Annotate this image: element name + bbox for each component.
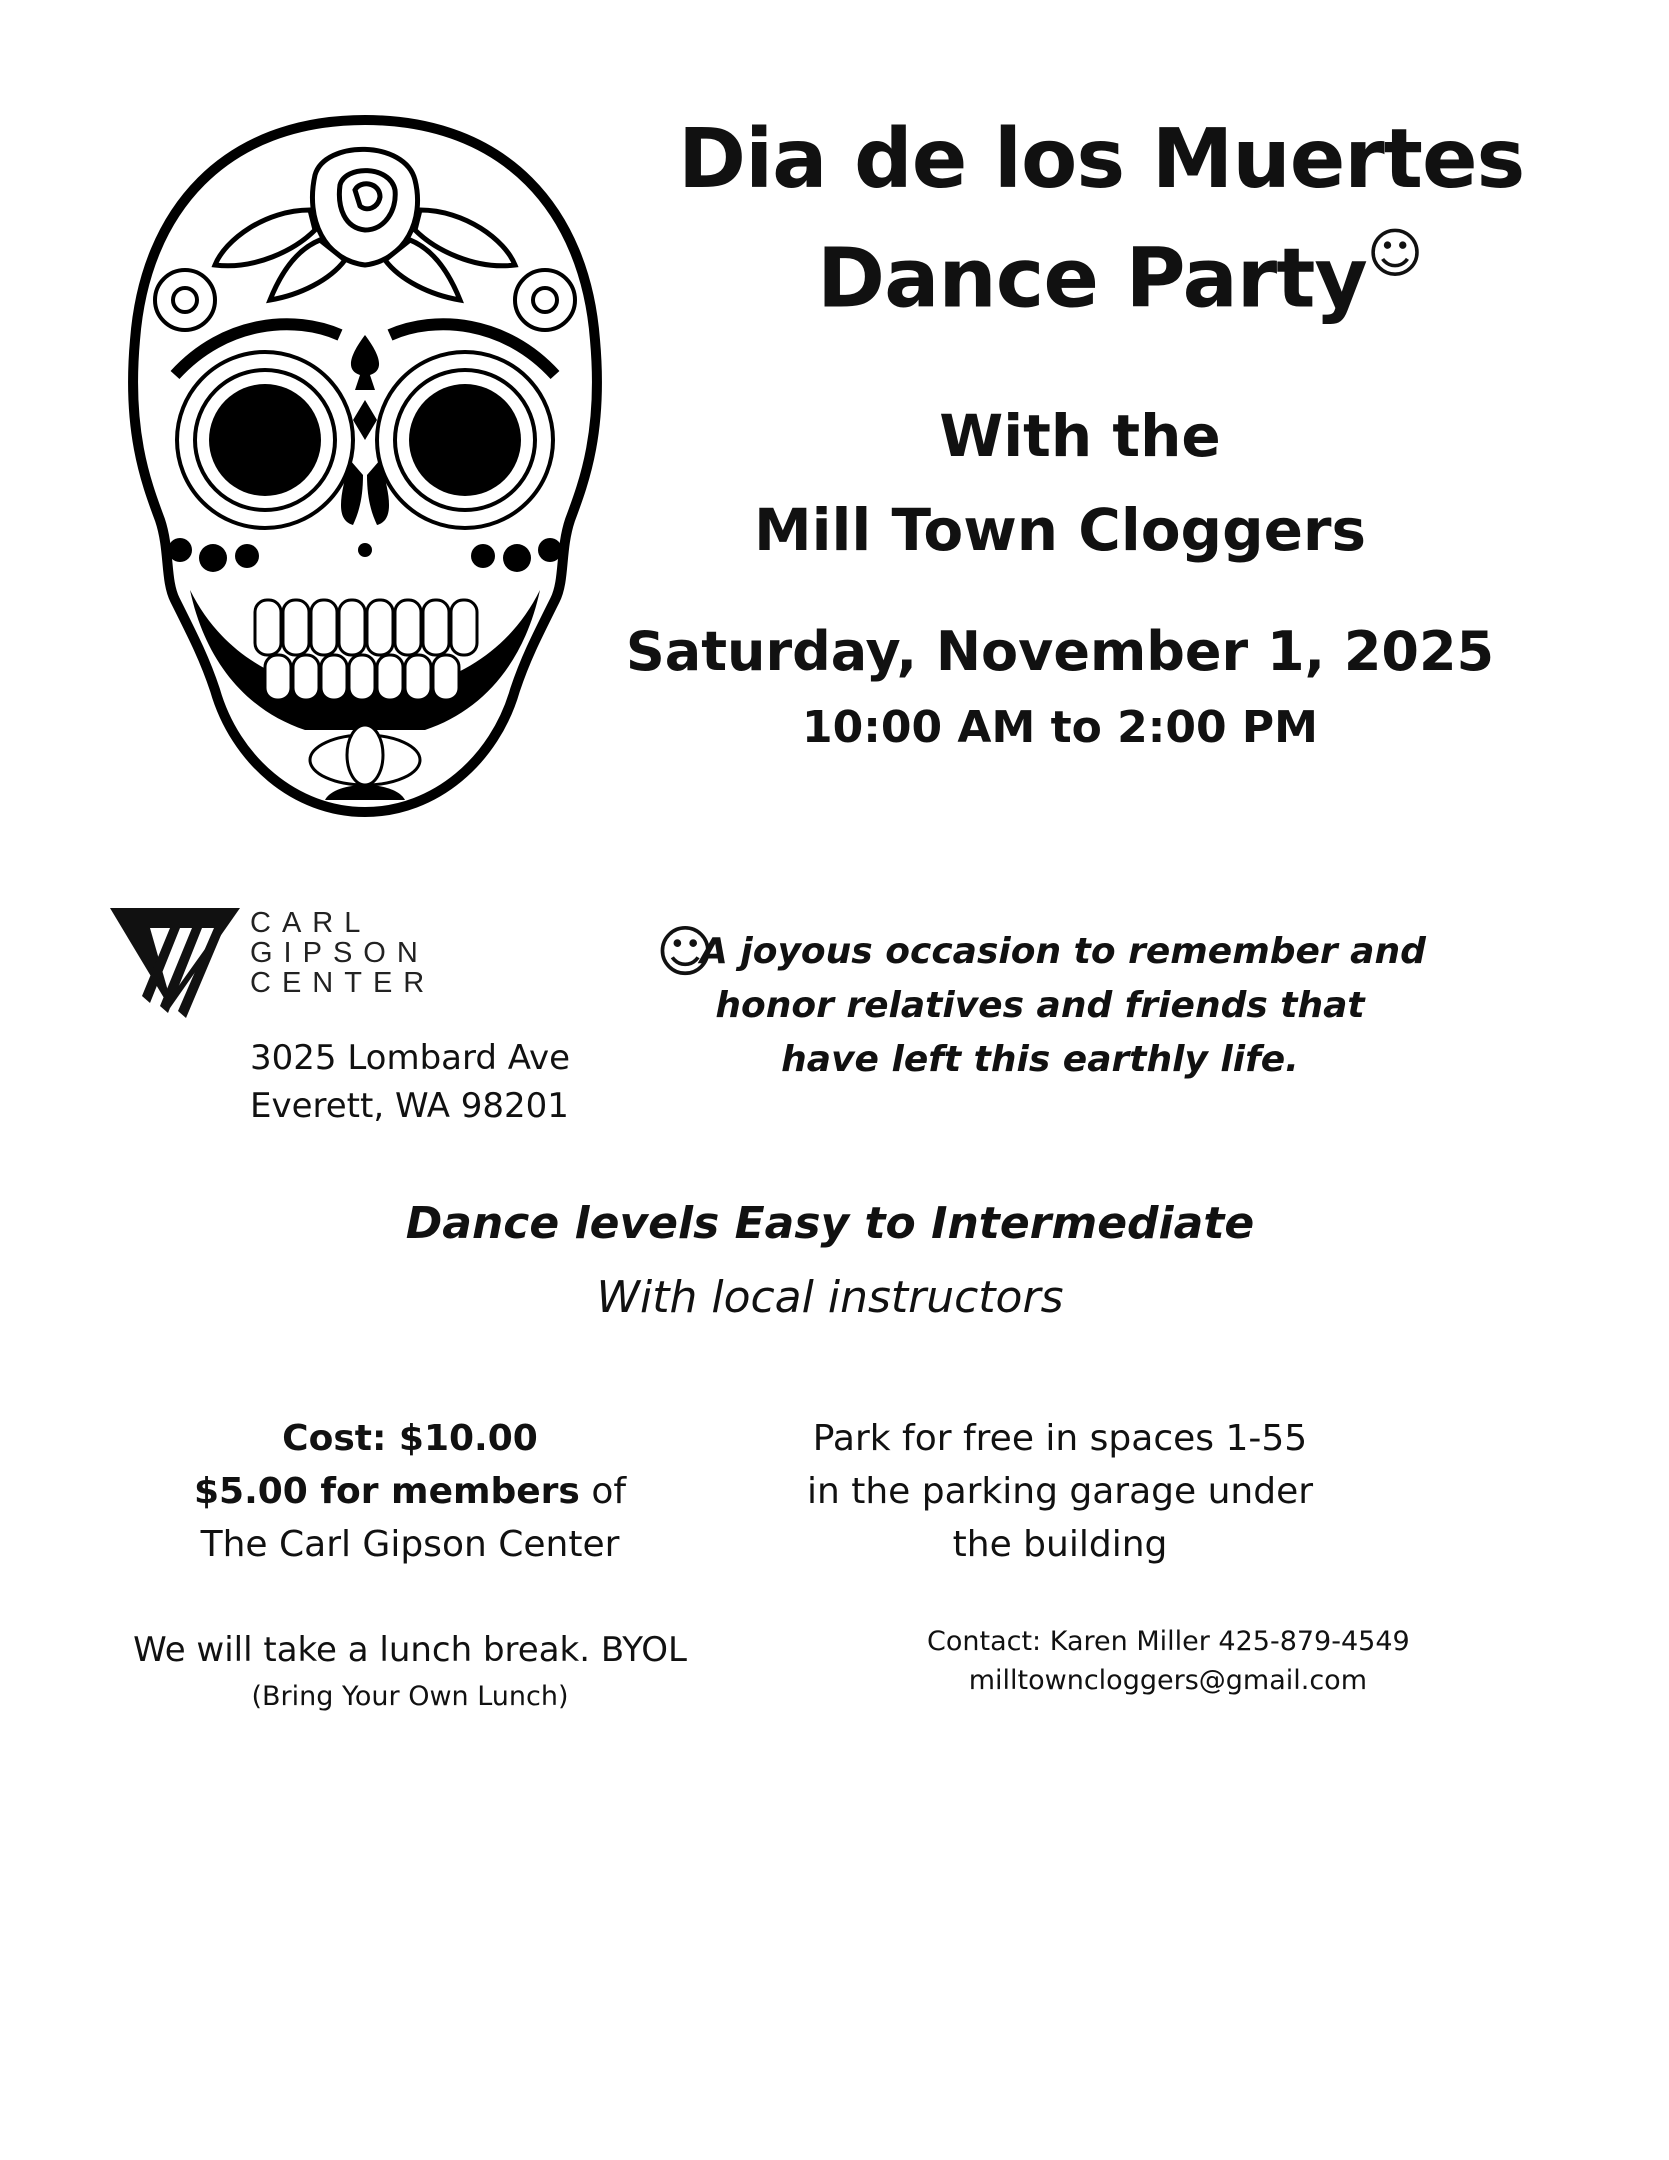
parking-info [800, 1412, 1320, 1571]
smiley-icon: ☺ [1366, 222, 1423, 285]
logo-word-center: CENTER [250, 967, 436, 999]
carl-gipson-center-logo [100, 872, 468, 1032]
group-name: Mill Town Cloggers [753, 496, 1367, 564]
logo-text [250, 908, 435, 998]
parking-line-2: in the parking garage under [806, 1471, 1314, 1512]
tribute-line-3: have left this earthly life. [781, 1039, 1299, 1080]
tribute-text [700, 925, 1426, 1087]
title-line-1: Dia de los Muertes [678, 112, 1525, 207]
address-city: Everett, WA 98201 [250, 1086, 569, 1126]
cost-members-line [150, 1465, 670, 1518]
lunch-line-1: We will take a lunch break. BYOL [133, 1630, 687, 1670]
cost-price: Cost: $10.00 [282, 1418, 538, 1459]
contact-info [927, 1622, 1410, 1700]
cost-info [150, 1412, 670, 1571]
tribute-line-1: A joyous occasion to remember and [700, 931, 1426, 972]
sugar-skull-illustration [105, 100, 625, 830]
logo-word-gipson: GIPSON [250, 937, 429, 969]
lunch-info [130, 1624, 690, 1716]
contact-name-phone: Contact: Karen Miller 425-879-4549 [927, 1626, 1410, 1657]
cost-members-of: of [579, 1471, 627, 1512]
smiley-icon: ☺ [656, 920, 715, 985]
instructors-note: With local instructors [596, 1272, 1064, 1323]
parking-line-3: the building [952, 1524, 1168, 1565]
title-line-2 [817, 222, 1423, 327]
cost-org: The Carl Gipson Center [200, 1524, 620, 1565]
with-the-line: With the [939, 402, 1221, 470]
address-street: 3025 Lombard Ave [250, 1038, 571, 1078]
cost-members-price: $5.00 for members [193, 1471, 580, 1512]
tribute-line-2: honor relatives and friends that [715, 985, 1365, 1026]
parking-line-1: Park for free in spaces 1-55 [812, 1418, 1308, 1459]
title-dance-party: Dance Party [817, 231, 1367, 327]
event-time: 10:00 AM to 2:00 PM [802, 702, 1318, 753]
logo-mark-icon [110, 908, 250, 1018]
venue-address [250, 1034, 570, 1130]
lunch-line-2: (Bring Your Own Lunch) [251, 1681, 569, 1712]
event-date: Saturday, November 1, 2025 [625, 620, 1495, 683]
logo-word-carl: CARL [250, 907, 372, 939]
dance-levels: Dance levels Easy to Intermediate [405, 1198, 1255, 1249]
contact-email: milltowncloggers@gmail.com [968, 1665, 1367, 1696]
